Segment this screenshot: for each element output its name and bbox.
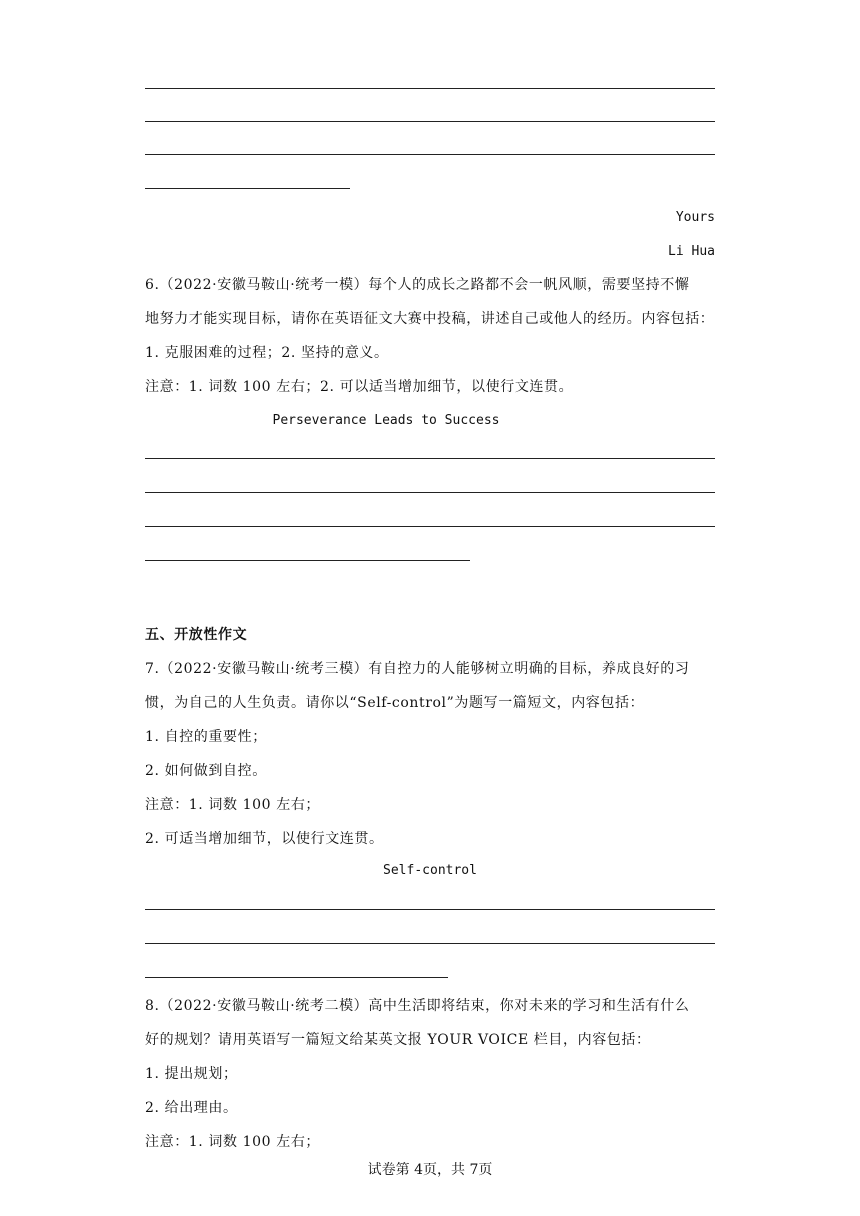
answer-line [145,188,350,189]
answer-line [145,909,715,910]
letter-signature: Li Hua [668,244,715,259]
page-footer: 试卷第 4页，共 7页 [367,1162,493,1178]
answer-line [145,121,715,122]
q7-essay-title: Self-control [383,863,477,878]
q8-prompt-line-2: 好的规划？请用英语写一篇短文给某英文报 YOUR VOICE 栏目，内容包括： [145,1032,651,1048]
q8-point-1: 1. 提出规划； [145,1066,238,1082]
q6-note: 注意：1. 词数 100 左右；2. 可以适当增加细节，以使行文连贯。 [145,379,574,395]
answer-line [145,560,470,561]
q7-note: 注意：1. 词数 100 左右； [145,797,321,813]
q7-point-1: 1. 自控的重要性； [145,729,267,745]
answer-line [145,154,715,155]
q6-prompt-line-3: 1. 克服困难的过程；2. 坚持的意义。 [145,345,389,361]
q6-prompt-line-1: 6.（2022·安徽马鞍山·统考一模）每个人的成长之路都不会一帆风顺，需要坚持不懈 [145,277,690,293]
answer-line [145,458,715,459]
section-heading: 五、开放性作文 [145,627,248,643]
answer-line [145,977,448,978]
answer-line [145,526,715,527]
q6-prompt-line-2: 地努力才能实现目标，请你在英语征文大赛中投稿，讲述自己或他人的经历。内容包括： [145,311,715,327]
q6-essay-title: Perseverance Leads to Success [272,413,500,428]
q8-prompt-line-1: 8.（2022·安徽马鞍山·统考二模）高中生活即将结束，你对未来的学习和生活有什么 [145,998,690,1014]
q8-point-2: 2. 给出理由。 [145,1100,238,1116]
answer-line [145,943,715,944]
answer-line [145,492,715,493]
q7-point-2: 2. 如何做到自控。 [145,763,267,779]
q7-prompt-line-2: 惯，为自己的人生负责。请你以“Self-control”为题写一篇短文，内容包括： [145,695,645,711]
q7-note-2: 2. 可适当增加细节，以使行文连贯。 [145,831,384,847]
letter-closing: Yours [675,210,715,225]
q7-prompt-line-1: 7.（2022·安徽马鞍山·统考三模）有自控力的人能够树立明确的目标，养成良好的习 [145,661,690,677]
q8-note: 注意：1. 词数 100 左右； [145,1134,321,1150]
answer-line [145,88,715,89]
